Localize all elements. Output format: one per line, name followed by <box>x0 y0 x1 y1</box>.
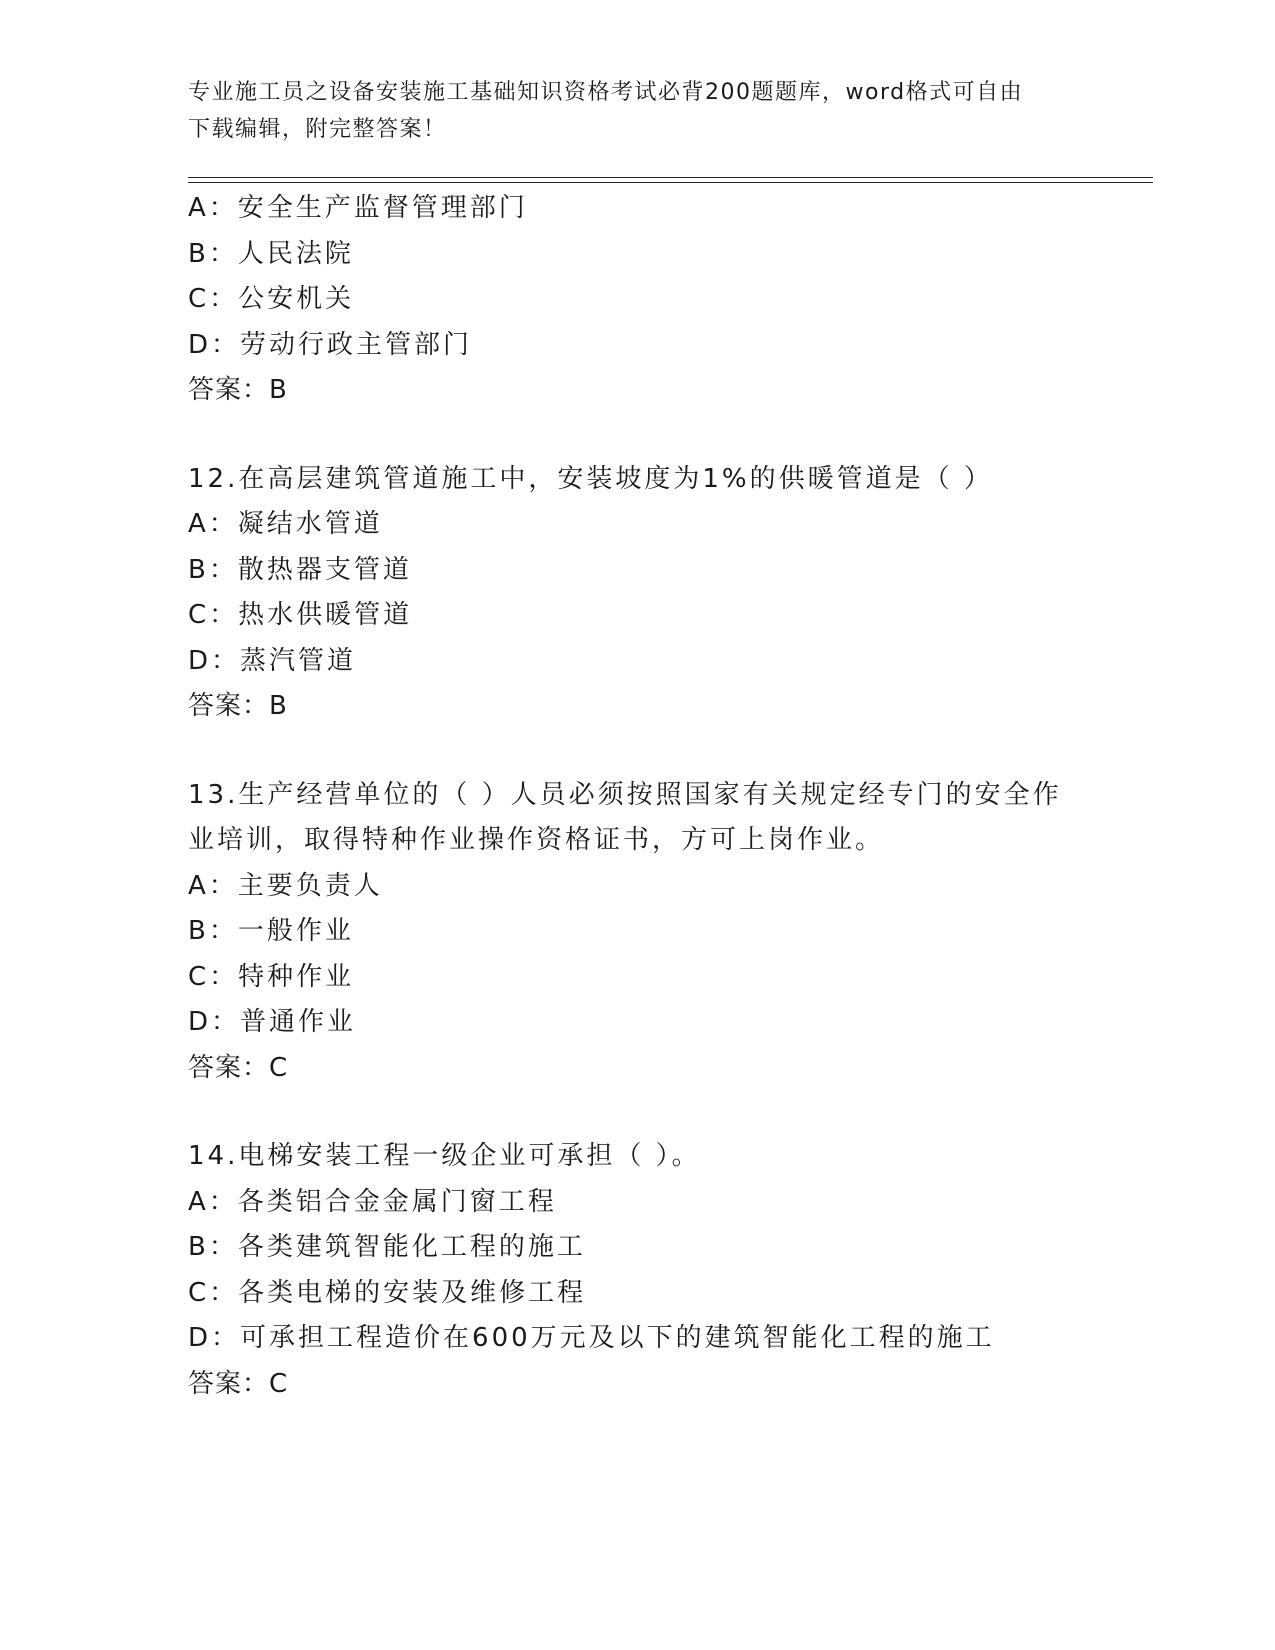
header-divider-top <box>188 177 1153 178</box>
option-d: D：蒸汽管道 <box>188 645 357 676</box>
spacer <box>188 414 1088 457</box>
answer: 答案：B <box>188 691 288 721</box>
question-13 <box>188 773 1088 1092</box>
option-b: B：散热器支管道 <box>188 554 412 585</box>
question-stem: 12.在高层建筑管道施工中，安装坡度为1%的供暖管道是（ ） <box>188 463 993 494</box>
option-a: A：各类铝合金金属门窗工程 <box>188 1186 557 1217</box>
answer: 答案：B <box>188 375 288 405</box>
option-c: C：公安机关 <box>188 284 355 314</box>
option-c: C：热水供暖管道 <box>188 600 413 630</box>
question-11 <box>188 186 1088 414</box>
question-14 <box>188 1134 1088 1407</box>
question-12 <box>188 457 1088 730</box>
option-b: B：各类建筑智能化工程的施工 <box>188 1232 586 1262</box>
document-header <box>188 74 1068 148</box>
spacer <box>188 730 1088 773</box>
option-b: B：人民法院 <box>188 238 354 269</box>
header-line-1: 专业施工员之设备安装施工基础知识资格考试必背200题题库，word格式可自由 <box>188 80 1024 105</box>
option-a: A：安全生产监督管理部门 <box>188 193 528 223</box>
header-divider-bottom <box>188 182 1153 183</box>
option-d: D：可承担工程造价在600万元及以下的建筑智能化工程的施工 <box>188 1323 995 1353</box>
question-stem-line-2: 业培训，取得特种作业操作资格证书，方可上岗作业。 <box>188 825 885 855</box>
question-stem-line-1: 13.生产经营单位的（ ）人员必须按照国家有关规定经专门的安全作 <box>188 779 1062 810</box>
option-a: A：凝结水管道 <box>188 509 383 539</box>
option-c: C：各类电梯的安装及维修工程 <box>188 1277 587 1308</box>
option-b: B：一般作业 <box>188 916 354 946</box>
question-list <box>188 186 1088 1407</box>
header-line-2: 下载编辑，附完整答案！ <box>188 117 447 142</box>
spacer <box>188 1091 1088 1134</box>
answer: 答案：C <box>188 1052 289 1083</box>
option-a: A：主要负责人 <box>188 870 383 901</box>
question-stem: 14.电梯安装工程一级企业可承担（ ）。 <box>188 1141 701 1171</box>
answer: 答案：C <box>188 1368 289 1399</box>
option-d: D：劳动行政主管部门 <box>188 329 473 360</box>
option-c: C：特种作业 <box>188 961 355 992</box>
option-d: D：普通作业 <box>188 1007 357 1037</box>
